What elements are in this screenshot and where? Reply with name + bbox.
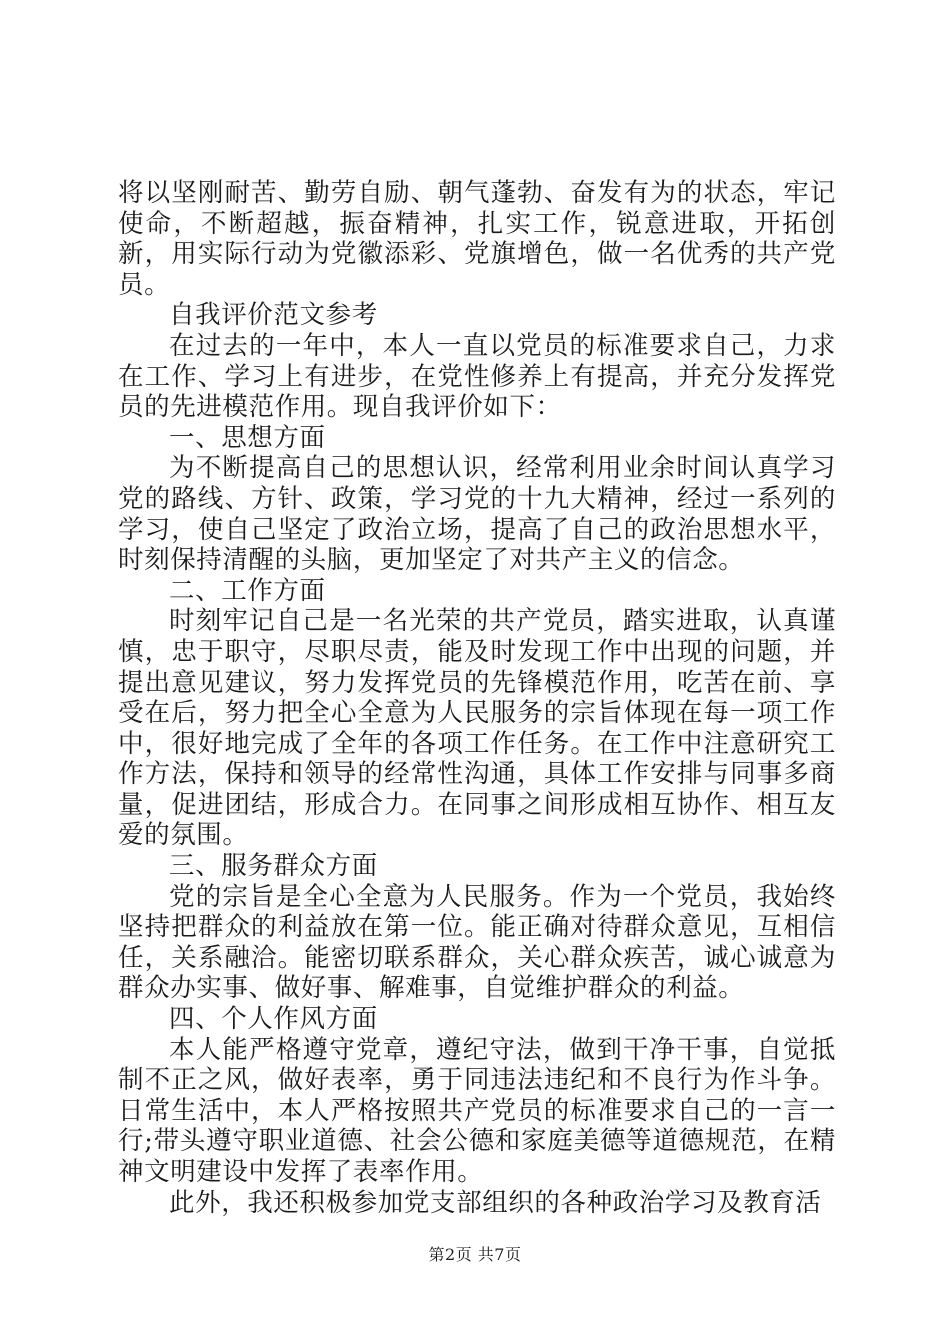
heading-conduct: 四、个人作风方面: [169, 1004, 378, 1035]
paragraph-intro: 在过去的一年中，本人一直以党员的标准要求自己，力求在工作、学习上有进步，在党性修养上有提高，并充分发挥党员的先进模范作用。现自我评价如下：: [118, 330, 836, 423]
heading-service: 三、服务群众方面: [169, 851, 378, 882]
paragraph-additional: 此外，我还积极参加党支部组织的各种政治学习及教育活: [169, 1187, 822, 1218]
heading-work: 二、工作方面: [169, 575, 326, 606]
paragraph-thought: 为不断提高自己的思想认识，经常利用业余时间认真学习党的路线、方针、政策，学习党的十九大精神，经过一系列的学习，使自己坚定了政治立场，提高了自己的政治思想水平，时刻保持清醒的头脑，更加坚定了对共产主义的信念。: [118, 453, 836, 576]
paragraph-work: 时刻牢记自己是一名光荣的共产党员，踏实进取，认真谨慎，忠于职守，尽职尽责，能及时发现工作中出现的问题，并提出意见建议，努力发挥党员的先锋模范作用，吃苦在前、享受在后，努力把全心全意为人民服务的宗旨体现在每一项工作中，很好地完成了全年的各项工作任务。在工作中注意研究工作方法，保持和领导的经常性沟通，具体工作安排与同事多商量，促进团结，形成合力。在同事之间形成相互协作、相互友爱的氛围。: [118, 606, 836, 851]
page-number-footer: 第2页 共7页: [428, 1245, 522, 1264]
paragraph-continued: 将以坚刚耐苦、勤劳自励、朝气蓬勃、奋发有为的状态，牢记使命，不断超越，振奋精神，扎实工作，锐意进取，开拓创新，用实际行动为党徽添彩、党旗增色，做一名优秀的共产党员。: [118, 178, 836, 300]
paragraph-conduct: 本人能严格遵守党章，遵纪守法，做到干净干事，自觉抵制不正之风，做好表率，勇于同违法违纪和不良行为作斗争。日常生活中，本人严格按照共产党员的标准要求自己的一言一行;带头遵守职业道德、社会公德和家庭美德等道德规范，在精神文明建设中发挥了表率作用。: [118, 1034, 836, 1187]
paragraph-service: 党的宗旨是全心全意为人民服务。作为一个党员，我始终坚持把群众的利益放在第一位。能正确对待群众意见，互相信任，关系融洽。能密切联系群众，关心群众疾苦，诚心诚意为群众办实事、做好事、解难事，自觉维护群众的利益。: [118, 881, 836, 1004]
section-title-self-evaluation: 自我评价范文参考: [169, 300, 378, 331]
heading-thought: 一、思想方面: [169, 422, 326, 453]
document-body: [118, 178, 836, 1218]
